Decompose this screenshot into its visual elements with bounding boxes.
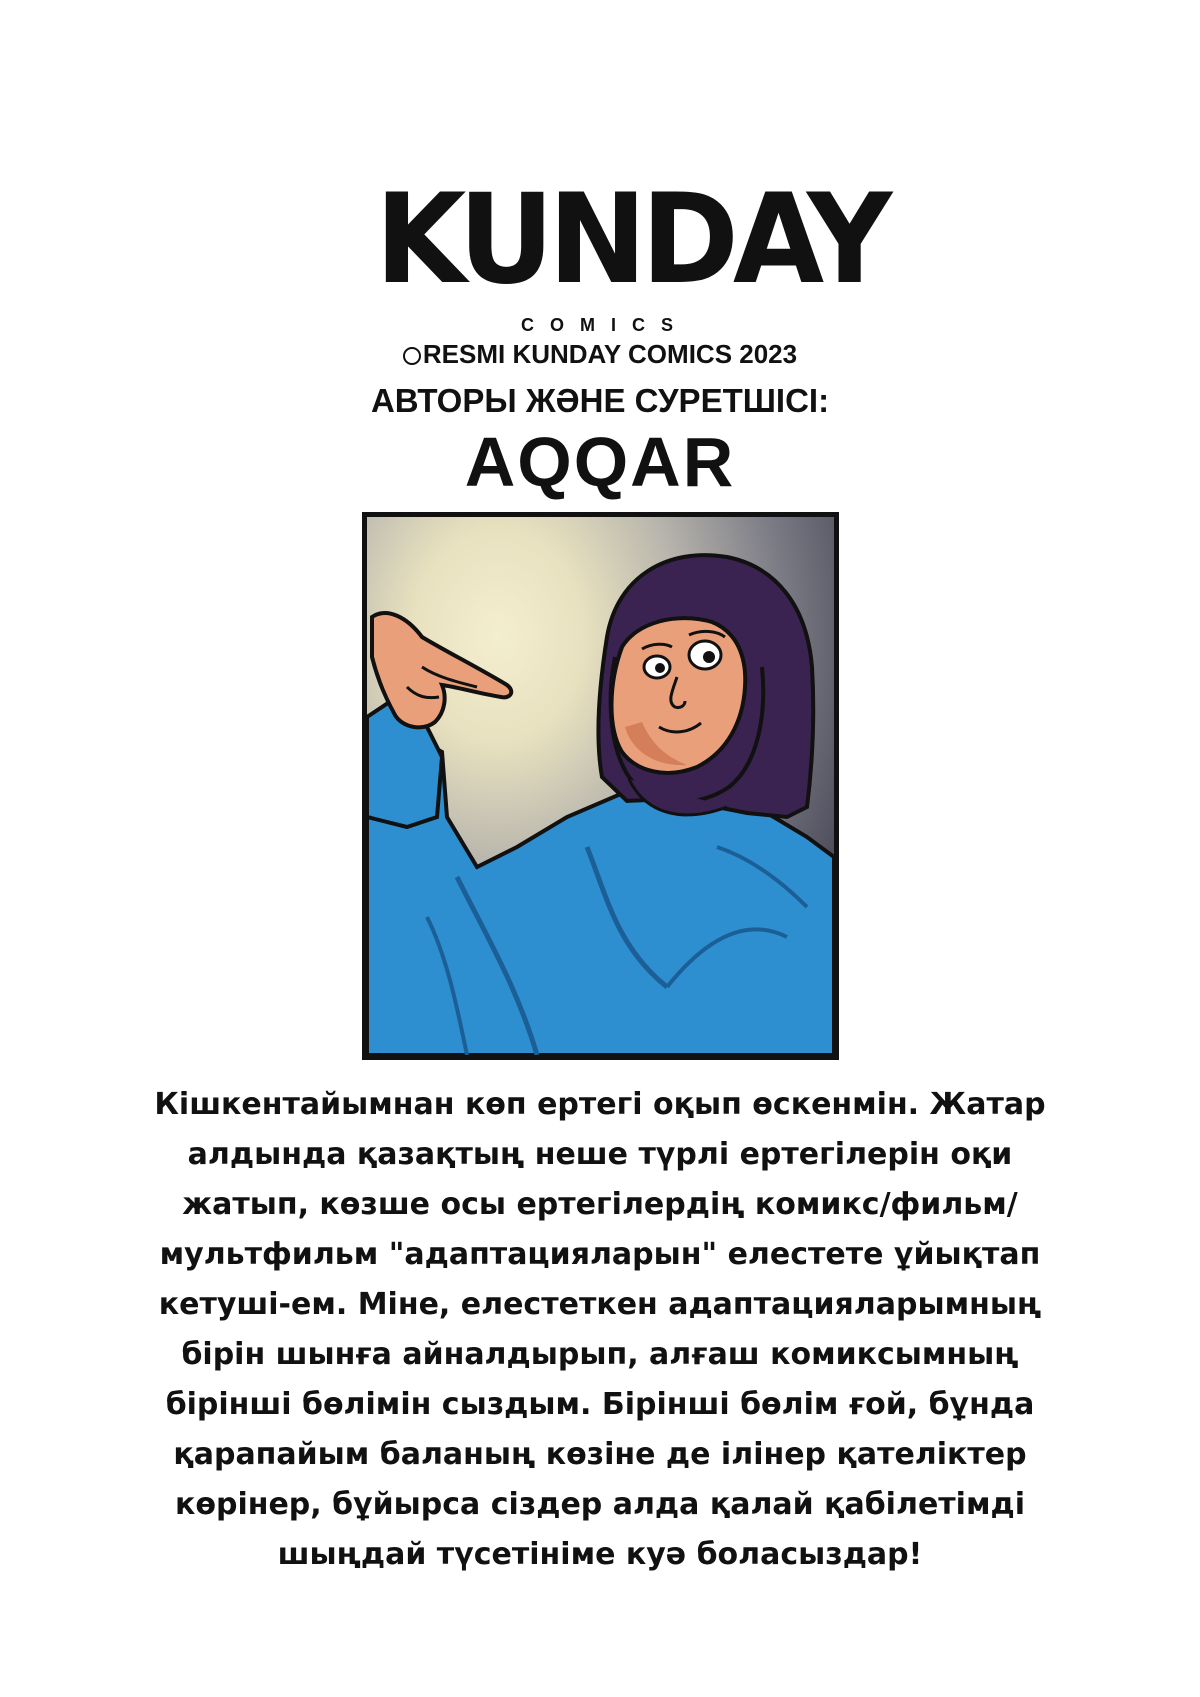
copyright-line bbox=[300, 339, 900, 370]
logo-subtitle: COMICS bbox=[521, 315, 689, 335]
note-line: қарапайым баланың көзіне де ілінер қателіктер bbox=[173, 1437, 1027, 1472]
note-line: көрінер, бұйырса сіздер алда қалай қабілетімді bbox=[175, 1487, 1025, 1522]
note-line: алдында қазақтың неше түрлі ертегілерін оқи bbox=[187, 1137, 1013, 1172]
credit-label: АВТОРЫ ЖӘНЕ СУРЕТШІСІ: bbox=[370, 382, 830, 419]
note-line: кетуші-ем. Міне, елестеткен адаптацияларымның bbox=[158, 1287, 1042, 1322]
author-name: AQQAR bbox=[464, 423, 736, 501]
note-line: жатып, көзше осы ертегілердің комикс/фильм/ bbox=[182, 1187, 1018, 1222]
copyright-icon bbox=[403, 347, 421, 365]
note-line: бірінші бөлімін сыздым. Бірінші бөлім ғой, бұнда bbox=[165, 1387, 1035, 1422]
note-line: бірін шынға айналдырып, алғаш комиксымның bbox=[181, 1337, 1019, 1372]
note-line: мультфильм "адаптацияларын" елестете ұйықтап bbox=[159, 1237, 1041, 1272]
author-note bbox=[120, 1080, 1080, 1580]
comic-panel bbox=[362, 512, 839, 1060]
pointing-hand bbox=[372, 613, 511, 727]
note-line: шыңдай түсетініме куә боласыздар! bbox=[277, 1537, 923, 1572]
kunday-logo: KUNDAY bbox=[375, 166, 887, 312]
note-line: Кішкентайымнан көп ертегі оқып өскенмін. Жатар bbox=[154, 1087, 1046, 1122]
grandmother-illustration bbox=[367, 517, 834, 1055]
copyright-text: RESMI KUNDAY COMICS 2023 bbox=[422, 339, 798, 369]
